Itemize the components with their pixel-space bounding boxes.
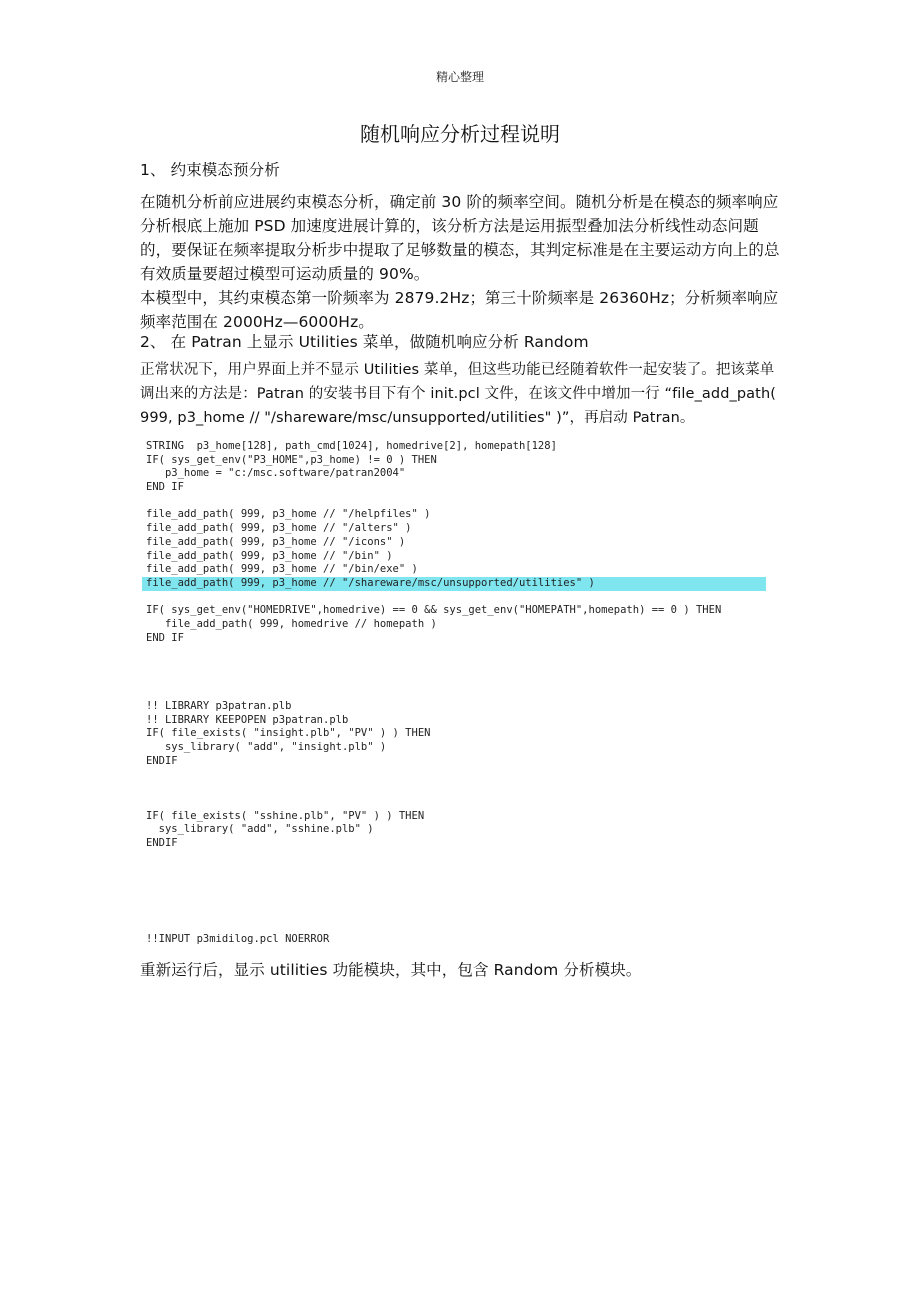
closing-paragraph: 重新运行后，显示 utilities 功能模块，其中，包含 Random 分析模块。: [140, 961, 642, 979]
code-line-highlighted: file_add_path( 999, p3_home // "/shareware/msc/unsupported/utilities" ): [142, 577, 766, 591]
code-line: STRING p3_home[128], path_cmd[1024], homedrive[2], homepath[128]: [146, 440, 557, 452]
document-title: 随机响应分析过程说明: [360, 122, 560, 146]
section-1-paragraph-2: 本模型中，其约束模态第一阶频率为 2879.2Hz；第三十阶频率是 26360Hz；分析频率响应频率范围在 2000Hz—6000Hz。: [140, 289, 779, 331]
code-line: IF( file_exists( "sshine.plb", "PV" ) ) THEN: [146, 809, 425, 822]
code-line: file_add_path( 999, p3_home // "/bin" ): [146, 549, 393, 562]
code-line: file_add_path( 999, p3_home // "/helpfiles" ): [146, 508, 431, 521]
code-line: [146, 591, 826, 605]
section-2-paragraph: 正常状况下，用户界面上并不显示 Utilities 菜单，但这些功能已经随着软件一起安装了。把该菜单调出来的方法是：Patran 的安装书目下有个 init.pcl 文件，在该文件中增加一行 “file_add_path( 999, p3_home // "/shareware/msc/unsupported/utilities" )”，再启动 Patran。: [140, 362, 776, 426]
section-1-heading: 1、 约束模态预分析: [140, 161, 280, 179]
code-line: [146, 495, 826, 509]
code-line: ENDIF: [146, 836, 178, 849]
code-line: file_add_path( 999, p3_home // "/alters" ): [146, 522, 412, 535]
code-screenshot: [146, 440, 826, 946]
code-line: !! LIBRARY p3patran.plb: [146, 700, 292, 713]
code-line: sys_library( "add", "sshine.plb" ): [146, 823, 374, 836]
code-line: [146, 851, 826, 865]
code-line: END IF: [146, 631, 184, 644]
code-line: [146, 673, 826, 687]
code-line: file_add_path( 999, homedrive // homepath ): [146, 617, 437, 630]
code-line: sys_library( "add", "insight.plb" ): [146, 741, 387, 754]
code-line: [146, 905, 826, 919]
code-line: !! LIBRARY KEEPOPEN p3patran.plb: [146, 713, 349, 726]
code-line: ENDIF: [146, 754, 178, 767]
code-line: [146, 769, 826, 783]
code-line: END IF: [146, 481, 184, 494]
code-line: file_add_path( 999, p3_home // "/bin/exe" ): [146, 563, 418, 576]
code-line: IF( sys_get_env("P3_HOME",p3_home) != 0 ) THEN: [146, 453, 437, 466]
code-line: p3_home = "c:/msc.software/patran2004": [146, 467, 406, 480]
code-line: [146, 796, 826, 810]
section-2-heading: 2、 在 Patran 上显示 Utilities 菜单，做随机响应分析 Random: [140, 333, 589, 351]
code-line: !!INPUT p3midilog.pcl NOERROR: [146, 932, 330, 945]
code-line: IF( sys_get_env("HOMEDRIVE",homedrive) == 0 && sys_get_env("HOMEPATH",homepath) == 0 ) THEN: [146, 604, 722, 617]
code-line: [146, 645, 826, 659]
code-line: [146, 782, 826, 796]
code-line: [146, 686, 826, 700]
page-header: 精心整理: [435, 70, 484, 84]
code-line: [146, 878, 826, 892]
code-line: [146, 864, 826, 878]
code-line: IF( file_exists( "insight.plb", "PV" ) ) THEN: [146, 727, 431, 740]
code-line: [146, 919, 826, 933]
section-1-paragraph-1: 在随机分析前应进展约束模态分析，确定前 30 阶的频率空间。随机分析是在模态的频率响应分析根底上施加 PSD 加速度进展计算的，该分析方法是运用振型叠加法分析线性动态问题的，要保证在频率提取分析步中提取了足够数量的模态，其判定标准是在主要运动方向上的总有效质量要超过模型可运动质量的 90%。: [140, 193, 780, 283]
code-line: [146, 892, 826, 906]
code-line: file_add_path( 999, p3_home // "/icons" ): [146, 535, 406, 548]
code-line: [146, 659, 826, 673]
